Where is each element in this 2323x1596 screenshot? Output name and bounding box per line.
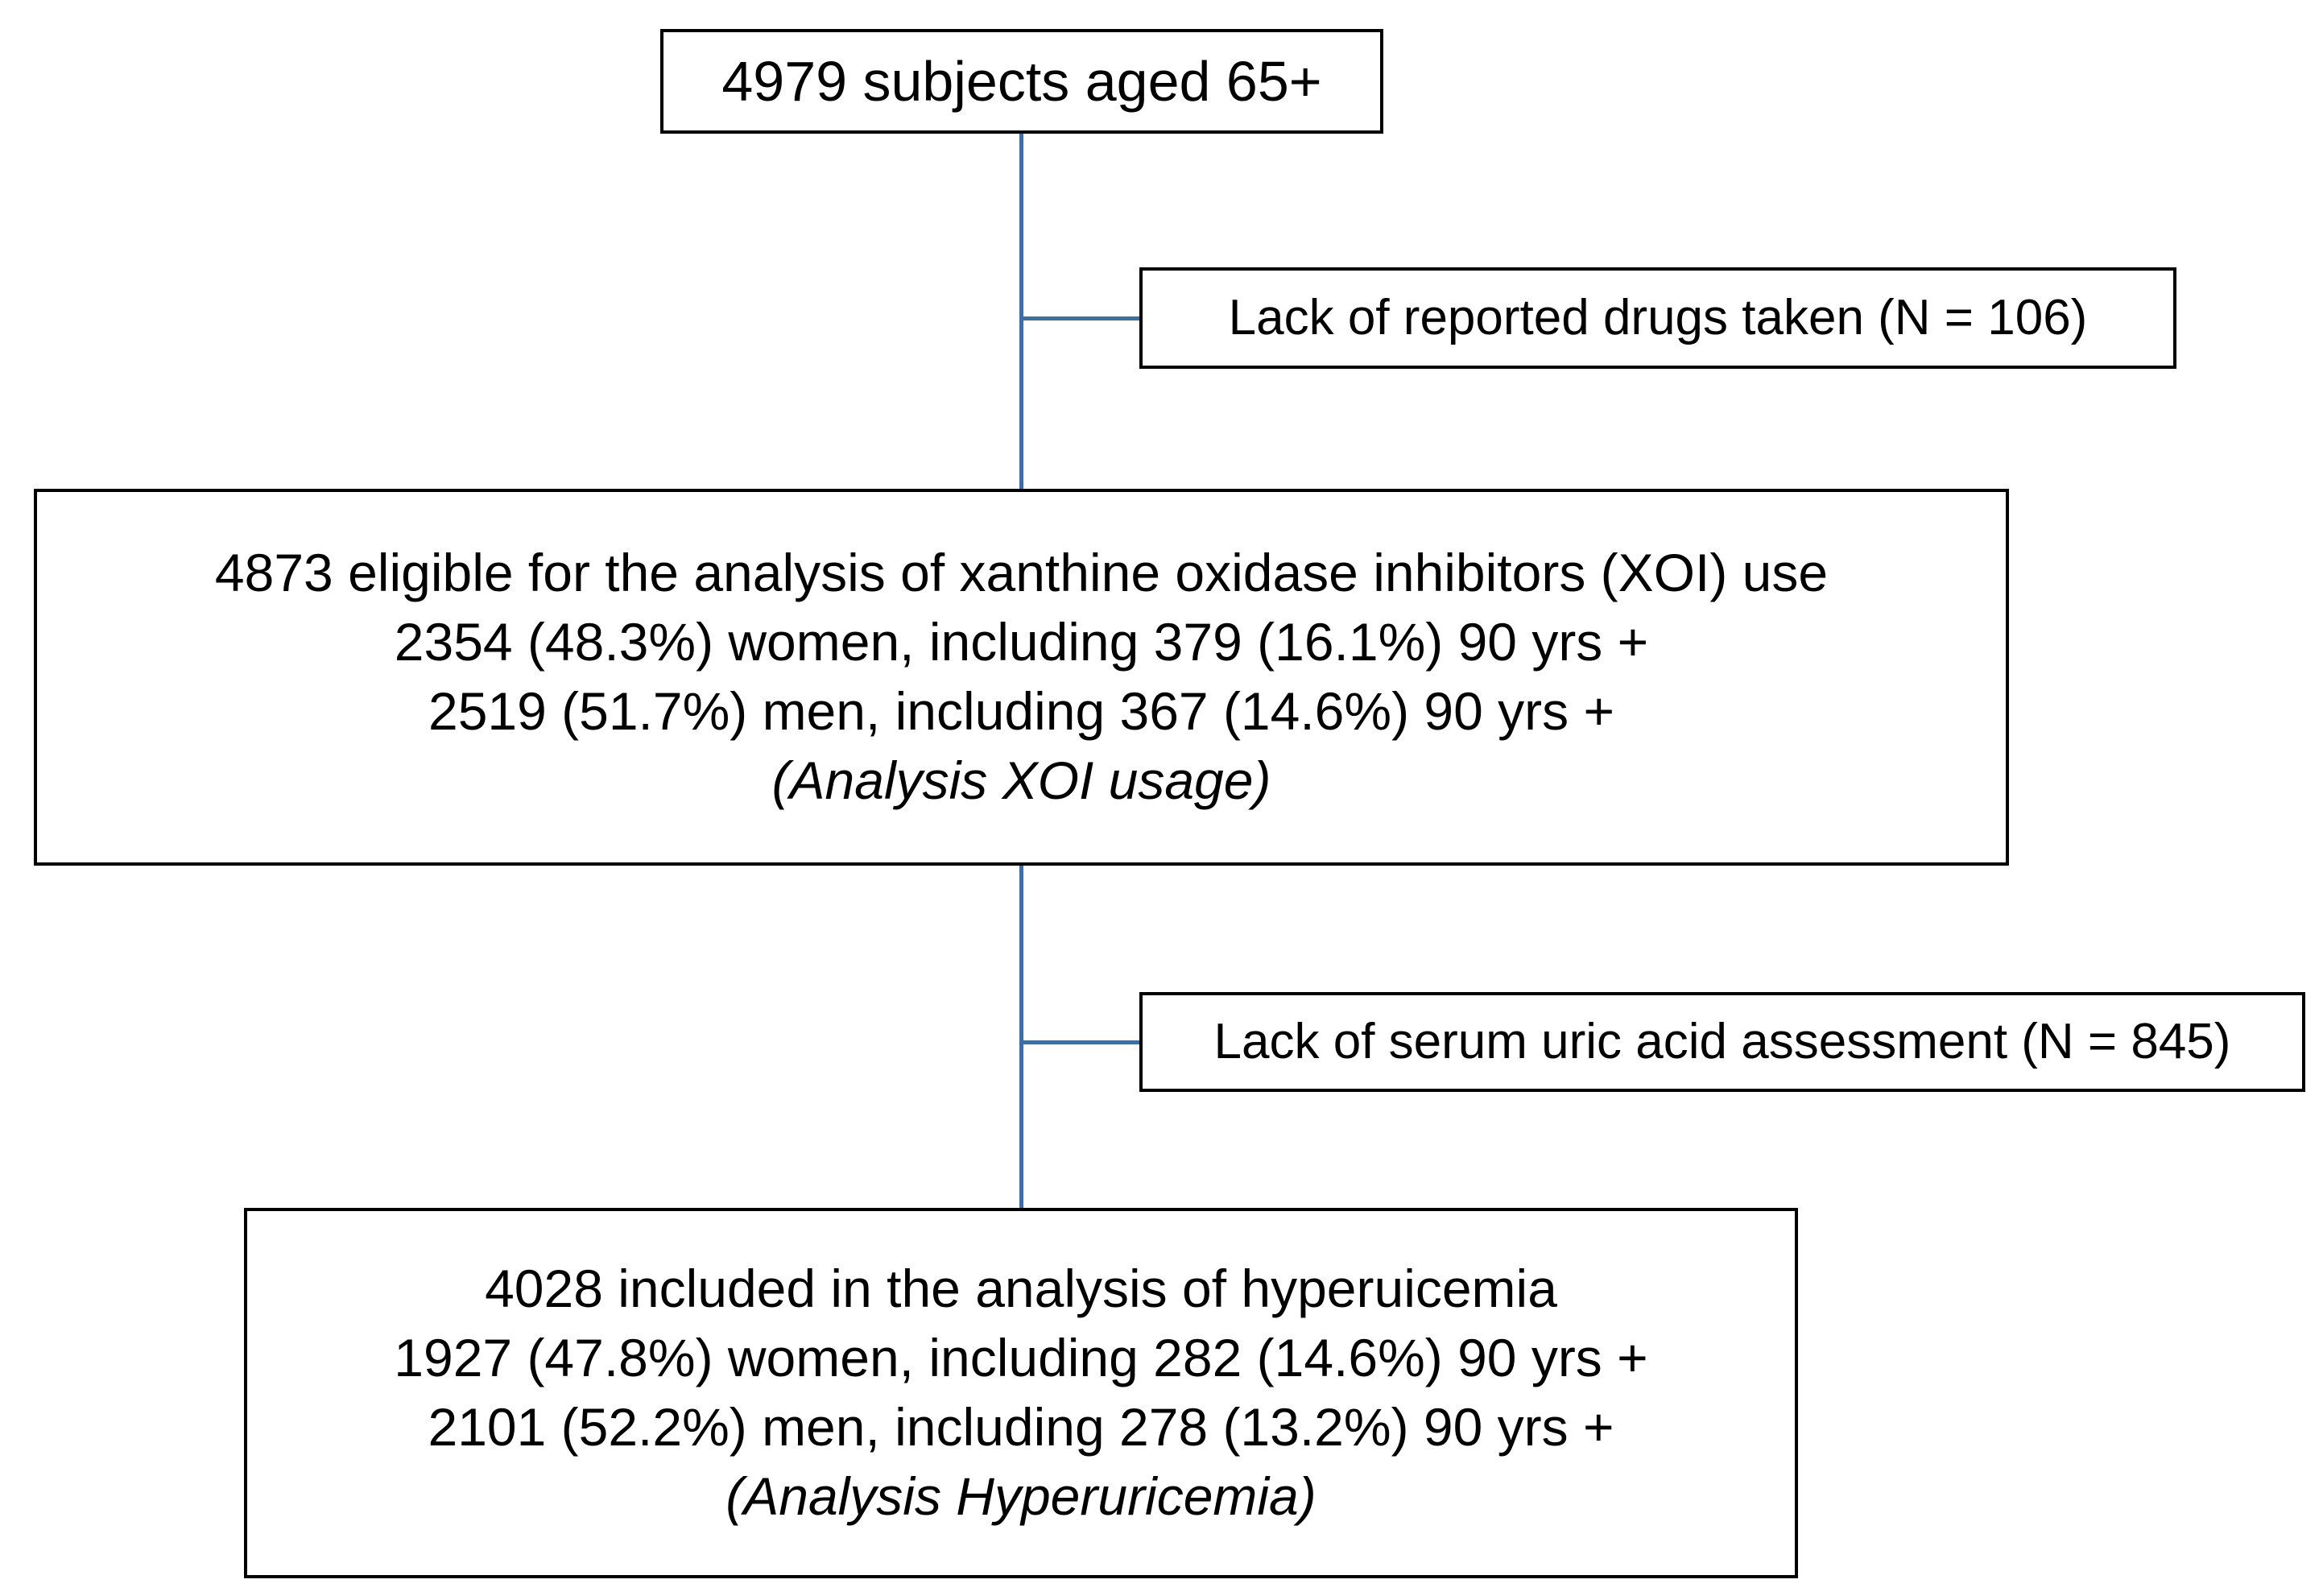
connector-to-exclusion-1 (1019, 316, 1142, 320)
node-exclusion-drugs (1139, 267, 2176, 369)
node-hyperuricemia-included-line-3: 2101 (52.2%) men, including 278 (13.2%) 90 yrs + (428, 1397, 1614, 1457)
node-xoi-eligible-line-3: 2519 (51.7%) men, including 367 (14.6%) 90 yrs + (428, 681, 1614, 741)
node-xoi-eligible-line-2: 2354 (48.3%) women, including 379 (16.1%) 90 yrs + (394, 612, 1649, 672)
node-hyperuricemia-included-line-1: 4028 included in the analysis of hyperuicemia (485, 1259, 1557, 1319)
node-exclusion-drugs-line-1: Lack of reported drugs taken (N = 106) (1228, 289, 2088, 345)
node-hyperuricemia-included-line-2: 1927 (47.8%) women, including 282 (14.6%) 90 yrs + (394, 1328, 1648, 1388)
node-xoi-eligible-analysis-label: (Analysis XOI usage) (771, 750, 1271, 810)
node-hyperuricemia-analysis-label: (Analysis Hyperuricemia) (725, 1466, 1317, 1526)
node-xoi-eligible (34, 489, 2009, 866)
connector-to-exclusion-2 (1019, 1040, 1142, 1044)
node-total-subjects-line-1: 4979 subjects aged 65+ (721, 49, 1322, 113)
node-total-subjects (660, 29, 1383, 134)
connector-top-to-middle (1019, 134, 1023, 490)
node-exclusion-uric-acid-line-1: Lack of serum uric acid assessment (N = 845) (1213, 1013, 2231, 1069)
node-xoi-eligible-line-1: 4873 eligible for the analysis of xanthine oxidase inhibitors (XOI) use (214, 543, 1829, 603)
node-hyperuricemia-included (244, 1208, 1798, 1578)
connector-middle-to-bottom (1019, 866, 1023, 1209)
node-exclusion-uric-acid (1139, 992, 2305, 1092)
